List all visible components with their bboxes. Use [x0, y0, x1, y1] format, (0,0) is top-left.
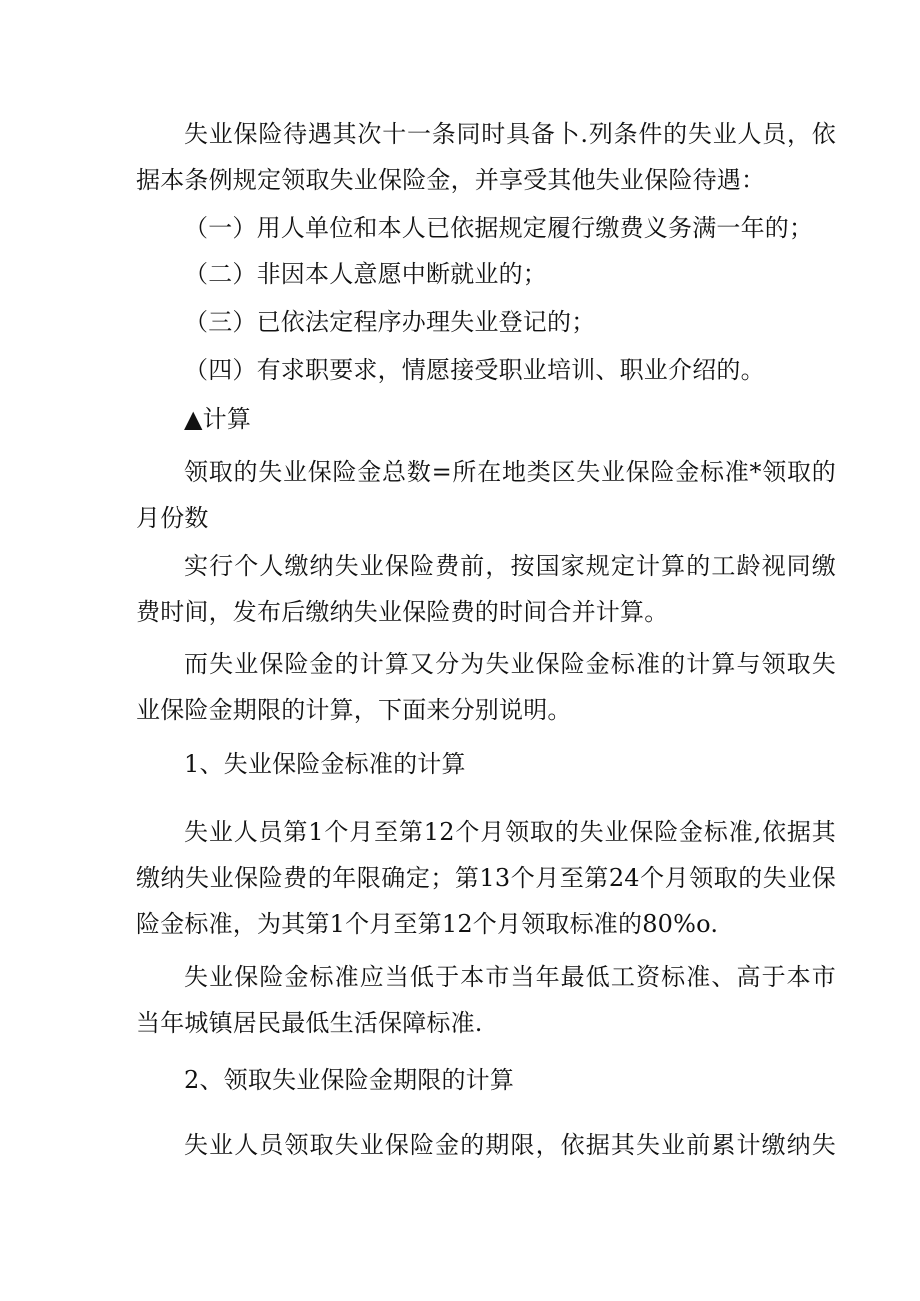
paragraph-line: 业保险金期限的计算，下面来分别说明。	[136, 696, 572, 724]
formula-line: 月份数	[136, 504, 209, 532]
condition-item: （二）非因本人意愿中断就业的；	[184, 260, 547, 288]
condition-item: （四）有求职要求，情愿接受职业培训、职业介绍的。	[184, 356, 765, 384]
paragraph-line: 失业保险待遇其次十一条同时具备卜.列条件的失业人员，依	[184, 120, 836, 148]
paragraph-line: 实行个人缴纳失业保险费前，按国家规定计算的工龄视同缴	[184, 552, 836, 580]
paragraph-line: 失业人员领取失业保险金的期限，依据其失业前累计缴纳失	[184, 1131, 836, 1159]
paragraph-line: 缴纳失业保险费的年限确定；第13个月至第24个月领取的失业保	[136, 864, 836, 892]
paragraph-line: 据本条例规定领取失业保险金，并享受其他失业保险待遇：	[136, 166, 766, 194]
paragraph-line: 险金标准，为其第1个月至第12个月领取标准的80%o.	[136, 910, 719, 938]
paragraph-line: 当年城镇居民最低生活保障标准.	[136, 1009, 483, 1037]
subsection-heading: 2、领取失业保险金期限的计算	[184, 1066, 515, 1094]
condition-item: （一）用人单位和本人已依据规定履行缴费义务满一年的；	[184, 214, 814, 242]
paragraph-line: 而失业保险金的计算又分为失业保险金标准的计算与领取失	[184, 650, 836, 678]
condition-item: （三）已依法定程序办理失业登记的；	[184, 308, 596, 336]
subsection-heading: 1、失业保险金标准的计算	[184, 750, 466, 778]
paragraph-line: 失业人员第1个月至第12个月领取的失业保险金标准,依据其	[184, 818, 836, 846]
paragraph-line: 失业保险金标准应当低于本市当年最低工资标准、高于本市	[184, 963, 836, 991]
formula-line: 领取的失业保险金总数=所在地类区失业保险金标准*领取的	[184, 458, 836, 486]
paragraph-line: 费时间，发布后缴纳失业保险费的时间合并计算。	[136, 598, 669, 626]
section-heading: ▲计算	[184, 405, 252, 433]
